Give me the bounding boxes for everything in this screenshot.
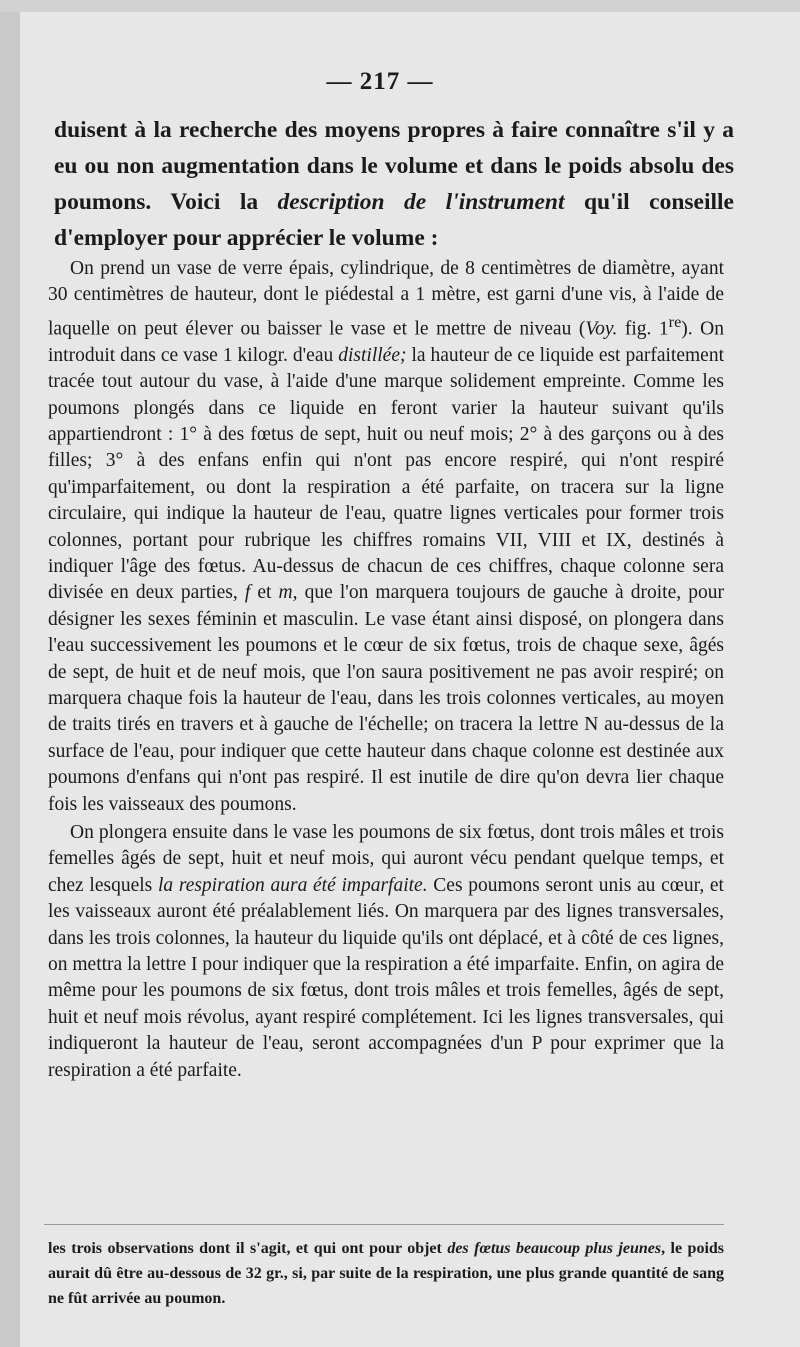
- lead-emphasis: description de l'instrument: [277, 189, 565, 215]
- p1-text-4: la hauteur de ce liquide est parfaitement tracée tout autour du vase, à l'aide d'une marque solidement empreinte. Comme les poumons plongés dans ce liquide en feront varier la hauteur suivant qu'ils appartiendront : 1° à des fœtus de sept, huit ou neuf mois; 2° à des garçons ou à des filles; 3° à des enfans enfin qui n'ont pas encore respiré, qui n'ont respiré qu'imparfaitement, ou dont la respiration a été parfaite, on tracera sur la ligne circulaire, qui indique la hauteur de l'eau, quatre lignes verticales pour former trois colonnes, portant pour rubrique les chiffres romains VII, VIII et IX, destinés à indiquer l'âge des fœtus. Au-dessus de chacun de ces chiffres, chaque colonne sera divisée en deux parties,: [48, 344, 724, 604]
- p1-distillee: distillée;: [338, 344, 407, 366]
- p1-f: f: [244, 582, 251, 604]
- p2-text-2: Ces poumons seront unis au cœur, et les vaisseaux auront été préalablement liés. On marquera par des lignes transversales, dans les trois colonnes, la hauteur du liquide qu'ils ont déplacé, et à côté de ces lignes, on mettra la lettre I pour indiquer que la respiration a été imparfaite. Enfin, on agira de même pour les poumons de six fœtus, dont trois mâles et trois femelles, âgés de sept, huit et neuf mois révolus, ayant respiré complétement. Ici les lignes transversales, qui indiqueront la hauteur de l'eau, seront accompagnées d'un P pour exprimer que la respiration a été parfaite.: [48, 874, 724, 1081]
- page-number: — 217 —: [326, 68, 434, 95]
- p1-text-1: On prend un vase de verre épais, cylindrique, de 8 centimètres de diamètre, ayant 30 centimètres de hauteur, dont le piédestal a 1 mètre, est garni d'une vis, à l'aide de laquelle on peut élever ou baisser le vase et le mettre de niveau (: [48, 258, 724, 340]
- lead-text-2: qu'il conseille d'employer pour apprécier le volume :: [54, 189, 734, 251]
- footnote-separator: [44, 1224, 724, 1225]
- p1-text-2: fig. 1: [617, 318, 669, 340]
- footnote-text-1: les trois observations dont il s'agit, et qui ont pour objet: [48, 1240, 448, 1257]
- p1-superscript: re: [668, 312, 682, 331]
- lead-text-1: duisent à la recherche des moyens propres à faire connaître s'il y a eu ou non augmentation dans le volume et dans le poids absolu des poumons. Voici la: [54, 117, 734, 215]
- footnote: [48, 1236, 724, 1311]
- p2-emphasis: la respiration aura été imparfaite.: [157, 874, 428, 896]
- p1-text-5: et: [250, 582, 279, 604]
- lead-paragraph: [54, 112, 734, 256]
- p2-text-1: On plongera ensuite dans le vase les poumons de six fœtus, dont trois mâles et trois femelles âgés de sept, huit et neuf mois, qui auront vécu pendant quelque temps, et chez lesquels: [48, 822, 724, 896]
- footnote-emphasis: des fœtus beaucoup plus jeunes: [447, 1240, 662, 1257]
- page-top-edge-shadow: [0, 0, 800, 12]
- p1-voy: Voy.: [585, 318, 618, 340]
- p1-m: m,: [278, 582, 298, 604]
- paragraph-instrument-description: [48, 256, 724, 818]
- page-left-edge-shadow: [0, 0, 20, 1347]
- p1-text-3: ). On introduit dans ce vase 1 kilogr. d'eau: [48, 318, 724, 366]
- body-text: [48, 256, 724, 1084]
- paragraph-second-immersion: [48, 820, 724, 1084]
- p1-text-6: que l'on marquera toujours de gauche à droite, pour désigner les sexes féminin et masculin. Le vase étant ainsi disposé, on plongera dans l'eau successivement les poumons et le cœur de six fœtus, trois de chaque sexe, âgés de sept, de huit et de neuf mois, que l'on saura positivement ne pas avoir respiré; on marquera chaque fois la hauteur de l'eau, dans les trois colonnes verticales, au moyen de traits tirés en travers et à gauche de l'échelle; on tracera la lettre N au-dessus de la surface de l'eau, pour indiquer que cette hauteur dans chaque colonne est destinée aux poumons d'enfans qui n'ont pas respiré. Il est inutile de dire qu'on devra lier chaque fois les vaisseaux des poumons.: [48, 582, 724, 815]
- footnote-text-2: , le poids aurait dû être au-dessous de 32 gr., si, par suite de la respiration, une plus grande quantité de sang ne fût arrivée au poumon.: [48, 1240, 725, 1307]
